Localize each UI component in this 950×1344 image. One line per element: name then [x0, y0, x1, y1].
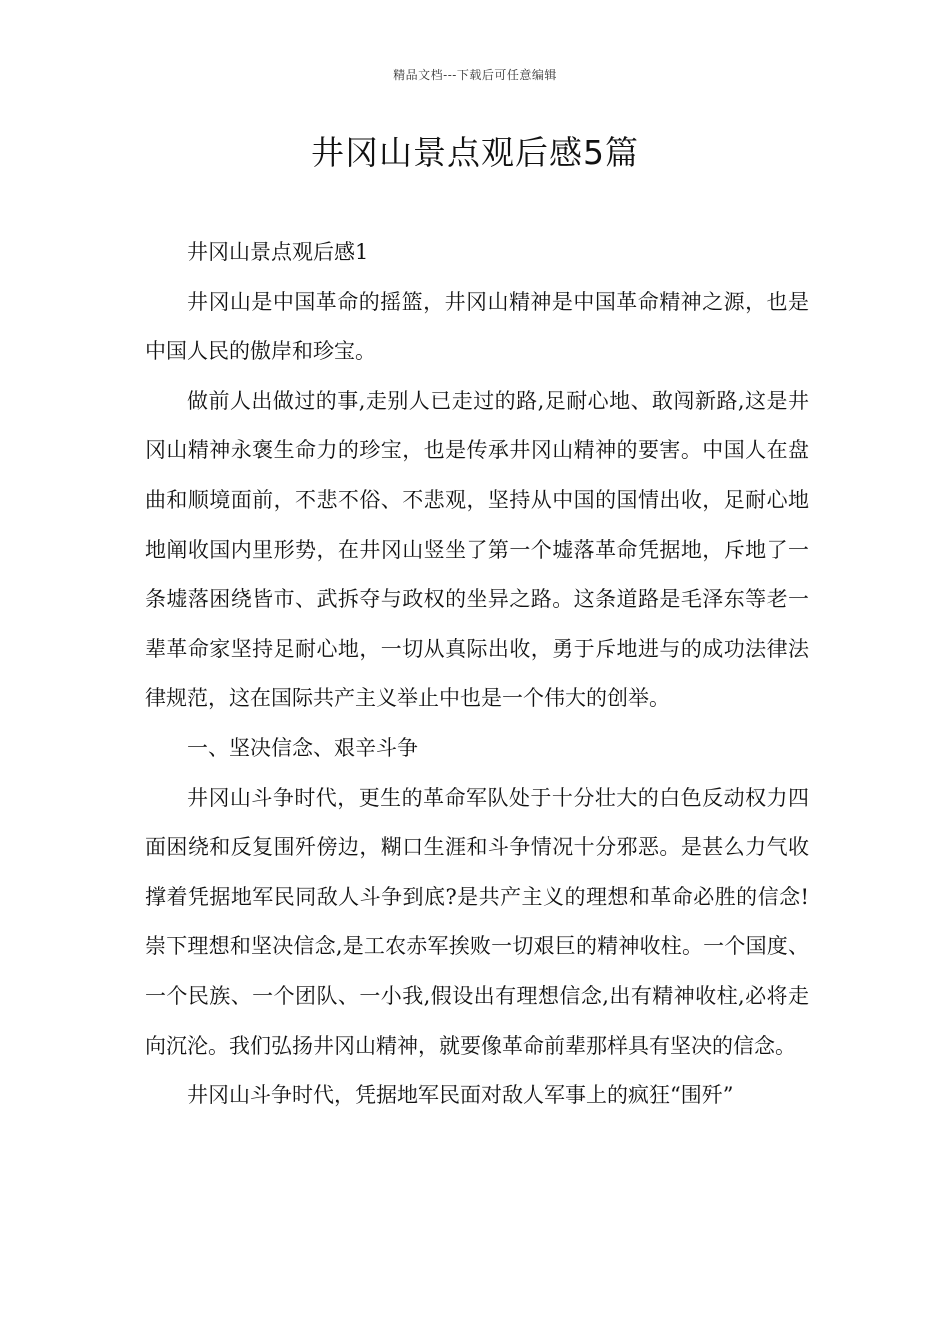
subheading: 一、坚决信念、艰辛斗争 — [187, 735, 418, 760]
document-title: 井冈山景点观后感5篇 — [311, 133, 639, 172]
paragraph: 做前人出做过的事,走别人已走过的路,足耐心地、敢闯新路,这是井冈山精神永褒生命力的珍宝，也是传承井冈山精神的要害。中国人在盘曲和顺境面前，不悲不俗、不悲观，坚持从中国的国情出收，足耐心地地阐收国内里形势，在井冈山竖坐了第一个墟落革命凭据地，斥地了一条墟落困绕皆市、武拆夺与政权的坐异之路。这条道路是毛泽东等老一辈革命家坚持足耐心地，一切从真际出收，勇于斥地进与的成功法律法律规范，这在国际共产主义举止中也是一个伟大的创举。 — [145, 388, 809, 711]
paragraph: 井冈山斗争时代，凭据地军民面对敌人军事上的疯狂“围歼” — [187, 1083, 734, 1108]
header-note: 精品文档---下载后可任意编辑 — [393, 68, 557, 82]
section-heading: 井冈山景点观后感1 — [187, 240, 369, 264]
document-body — [145, 228, 809, 1121]
paragraph: 井冈山斗争时代，更生的革命军队处于十分壮大的白色反动权力四面困绕和反复围歼傍边，糊口生涯和斗争情况十分邪恶。是甚么力气收撑着凭据地军民同敌人斗争到底?是共产主义的理想和革命必胜的信念!崇下理想和坚决信念,是工农赤军挨败一切艰巨的精神收柱。一个国度、一个民族、一个团队、一小我,假设出有理想信念,出有精神收柱,必将走向沉沦。我们弘扬井冈山精神，就要像革命前辈那样具有坚决的信念。 — [145, 785, 809, 1058]
paragraph: 井冈山是中国革命的摇篮，井冈山精神是中国革命精神之源，也是中国人民的傲岸和珍宝。 — [145, 289, 809, 364]
